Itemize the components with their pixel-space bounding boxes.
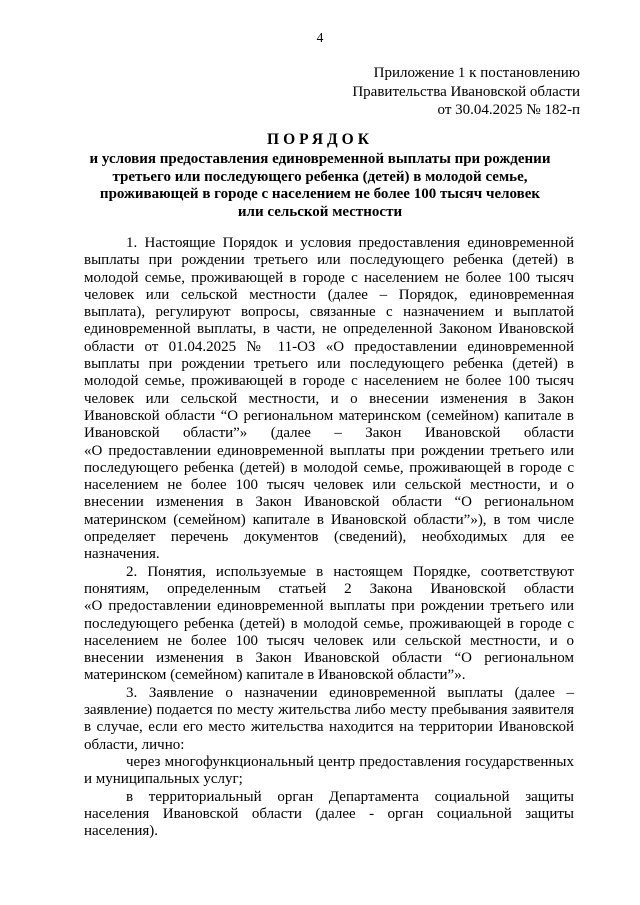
paragraph-line: «О предоставлении единовременной выплаты при рождении третьего или [84, 442, 574, 459]
paragraph-line: понятиям, определенным статьей 2 Закона Ивановской области [84, 580, 574, 597]
appendix-line: от 30.04.2025 № 182-п [437, 102, 580, 118]
paragraph-line: области, лично: [84, 736, 185, 753]
title-main: ПОРЯДОК [267, 131, 373, 148]
document-body [84, 235, 574, 840]
paragraph-line: Ивановской области “О региональном материнском (семейном) капитале в [84, 407, 574, 424]
paragraph-line: единовременной выплаты, в части, не определенной Законом Ивановской [84, 321, 574, 338]
appendix-line: Правительства Ивановской области [352, 83, 580, 100]
paragraph-line: 3. Заявление о назначении единовременной выплаты (далее – [126, 684, 574, 701]
paragraph-line: последующего ребенка (детей) в молодой семье, проживающей в городе с [84, 615, 574, 632]
page-number: 4 [316, 30, 324, 45]
paragraph-line: населением не более 100 тысяч человек или сельской местности, и о [84, 477, 574, 494]
paragraph-4 [84, 754, 574, 789]
paragraph-line: выплаты при рождении третьего или последующего ребенка (детей) в [84, 252, 574, 269]
document-title [60, 130, 580, 221]
paragraph-line: выплата), регулируют вопросы, связанные с назначением и выплатой [84, 304, 574, 321]
paragraph-line: 1. Настоящие Порядок и условия предоставления единовременной [126, 235, 574, 251]
paragraph-2 [84, 564, 574, 685]
paragraph-line: человек или сельской местности (далее – Порядок, единовременная [84, 286, 574, 303]
paragraph-line: внесении изменения в Закон Ивановской области “О региональном [84, 650, 574, 667]
paragraph-line: населения). [84, 823, 159, 840]
paragraph-line: молодой семье, проживающей в городе с населением не более 100 тысяч [84, 373, 574, 390]
paragraph-line: через многофункциональный центр предоставления государственных [126, 753, 574, 770]
paragraph-line: материнском (семейном) капитале в Ивановской области”»), в том числе [84, 511, 574, 528]
paragraph-line: области от 01.04.2025 № 11-ОЗ «О предоставлении единовременной [84, 338, 574, 355]
paragraph-line: и муниципальных услуг; [84, 771, 243, 788]
paragraph-line: заявление) подается по месту жительства либо месту пребывания заявителя [84, 702, 574, 719]
paragraph-line: материнском (семейном) капитале в Ивановской области”». [84, 667, 466, 684]
paragraph-1 [84, 235, 574, 564]
paragraph-line: населением не более 100 тысяч человек или сельской местности, и о [84, 632, 574, 649]
paragraph-line: выплаты при рождении третьего или последующего ребенка (детей) в [84, 356, 574, 373]
paragraph-line: в территориальный орган Департамента социальной защиты [126, 788, 574, 805]
paragraph-line: определяет перечень документов (сведений), необходимых для ее [84, 529, 574, 546]
appendix-note [352, 64, 580, 120]
paragraph-line: молодой семье, проживающей в городе с населением не более 100 тысяч [84, 269, 574, 286]
appendix-line: Приложение 1 к постановлению [373, 65, 580, 81]
paragraph-line: последующего ребенка (детей) в молодой семье, проживающей в городе с [84, 459, 574, 476]
paragraph-line: Ивановской области”» (далее – Закон Ивановской области [84, 425, 574, 442]
paragraph-line: в случае, если его место жительства находится на территории Ивановской [84, 719, 574, 736]
paragraph-line: населения Ивановской области (далее - орган социальной защиты [84, 805, 574, 822]
title-subtitle-line: и условия предоставления единовременной выплаты при рождении [89, 151, 551, 167]
title-subtitle-line: третьего или последующего ребенка (детей) в молодой семье, [112, 168, 528, 185]
paragraph-line: человек или сельской местности, и о внесении изменения в Закон [84, 390, 574, 407]
paragraph-3 [84, 685, 574, 754]
paragraph-line: внесении изменения в Закон Ивановской области “О региональном [84, 494, 574, 511]
title-subtitle-line: проживающей в городе с населением не более 100 тысяч человек [99, 186, 541, 202]
paragraph-line: «О предоставлении единовременной выплаты при рождении третьего или [84, 598, 574, 615]
title-subtitle-line: или сельской местности [237, 203, 403, 220]
paragraph-line: назначения. [84, 546, 160, 563]
paragraph-5 [84, 789, 574, 841]
paragraph-line: 2. Понятия, используемые в настоящем Порядке, соответствуют [126, 563, 574, 580]
